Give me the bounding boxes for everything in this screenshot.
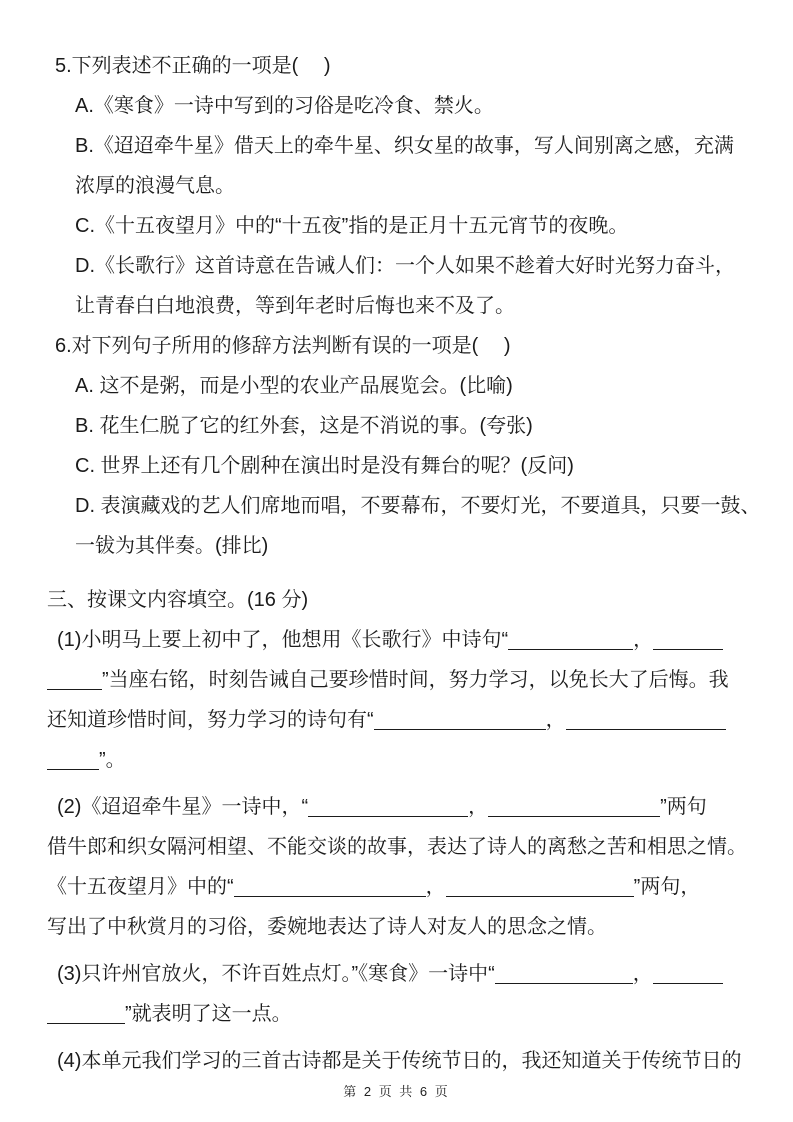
- answer-blank: [47, 670, 102, 690]
- text-segment: ”就表明了这一点。: [125, 1003, 292, 1025]
- text-line: [47, 660, 749, 700]
- text-segment: 6.对下列句子所用的修辞方法判断有误的一项是( ): [55, 335, 511, 357]
- text-segment: (2)《迢迢牵牛星》一诗中，“: [57, 796, 309, 818]
- text-segment: ”。: [99, 749, 126, 771]
- text-segment: ”两句，: [633, 876, 701, 898]
- text-segment: 让青春白白地浪费，等到年老时后悔也来不及了。: [75, 295, 515, 317]
- answer-blank: [47, 750, 99, 770]
- text-segment: (3)只许州官放火，不许百姓点灯。”《寒食》一诗中“: [57, 963, 495, 985]
- text-segment: (4)本单元我们学习的三首古诗都是关于传统节日的，我还知道关于传统节日的: [57, 1050, 742, 1072]
- text-segment: ，: [425, 876, 446, 898]
- text-line: [47, 907, 749, 947]
- page-number-footer: 第 2 页 共 6 页: [343, 1084, 450, 1099]
- text-segment: 5.下列表述不正确的一项是( ): [55, 55, 331, 77]
- text-segment: A. 这不是粥，而是小型的农业产品展览会。(比喻): [75, 375, 513, 397]
- answer-blank: [566, 710, 726, 730]
- question-line: [47, 46, 749, 86]
- option-line: [47, 86, 749, 126]
- answer-blank: [374, 710, 546, 730]
- text-segment: ，: [633, 629, 654, 651]
- answer-blank: [234, 877, 426, 897]
- answer-blank: [488, 797, 660, 817]
- text-segment: ，: [468, 796, 489, 818]
- answer-blank: [446, 877, 634, 897]
- text-segment: D.《长歌行》这首诗意在告诫人们：一个人如果不趁着大好时光努力奋斗，: [75, 255, 735, 277]
- section-heading: [47, 580, 749, 620]
- option-line: [47, 366, 749, 406]
- option-line: [47, 246, 749, 286]
- answer-blank: [653, 630, 723, 650]
- option-line: [47, 526, 749, 566]
- answer-blank: [653, 964, 723, 984]
- option-line: [47, 406, 749, 446]
- text-segment: C. 世界上还有几个剧种在演出时是没有舞台的呢？(反问): [75, 455, 574, 477]
- option-line: [47, 166, 749, 206]
- answer-blank: [495, 964, 633, 984]
- text-line: [47, 827, 749, 867]
- text-segment: B.《迢迢牵牛星》借天上的牵牛星、织女星的故事，写人间别离之感，充满: [75, 135, 734, 157]
- text-segment: 写出了中秋赏月的习俗，委婉地表达了诗人对友人的思念之情。: [47, 916, 607, 938]
- text-segment: 还知道珍惜时间，努力学习的诗句有“: [47, 709, 374, 731]
- answer-blank: [508, 630, 633, 650]
- fill-item-line: [47, 954, 749, 994]
- answer-blank: [47, 1004, 125, 1024]
- text-segment: C.《十五夜望月》中的“十五夜”指的是正月十五元宵节的夜晚。: [75, 215, 629, 237]
- fill-item-line: [47, 787, 749, 827]
- text-segment: B. 花生仁脱了它的红外套，这是不消说的事。(夸张): [75, 415, 533, 437]
- text-segment: ，: [632, 963, 653, 985]
- option-line: [47, 206, 749, 246]
- text-segment: ，: [545, 709, 566, 731]
- text-segment: (1)小明马上要上初中了，他想用《长歌行》中诗句“: [57, 629, 509, 651]
- fill-item-line: [47, 620, 749, 660]
- option-line: [47, 286, 749, 326]
- text-segment: 三、按课文内容填空。(16 分): [47, 589, 309, 611]
- text-segment: 借牛郎和织女隔河相望、不能交谈的故事，表达了诗人的离愁之苦和相思之情。: [47, 836, 747, 858]
- fill-item-line: [47, 1041, 749, 1081]
- text-segment: 一钹为其伴奏。(排比): [75, 535, 269, 557]
- text-line: [47, 994, 749, 1034]
- option-line: [47, 446, 749, 486]
- question-line: [47, 326, 749, 366]
- text-segment: ”当座右铭，时刻告诫自己要珍惜时间，努力学习，以免长大了后悔。我: [102, 669, 729, 691]
- option-line: [47, 126, 749, 166]
- text-segment: ”两句: [660, 796, 707, 818]
- text-line: [47, 740, 749, 780]
- text-segment: 浓厚的浪漫气息。: [75, 175, 235, 197]
- text-segment: 《十五夜望月》中的“: [47, 876, 234, 898]
- option-line: [47, 486, 761, 526]
- answer-blank: [308, 797, 468, 817]
- text-segment: D. 表演藏戏的艺人们席地而唱，不要幕布，不要灯光，不要道具，只要一鼓、: [75, 495, 761, 517]
- document-body: [47, 46, 761, 1081]
- text-line: [47, 700, 749, 740]
- text-segment: A.《寒食》一诗中写到的习俗是吃冷食、禁火。: [75, 95, 494, 117]
- text-line: [47, 867, 749, 907]
